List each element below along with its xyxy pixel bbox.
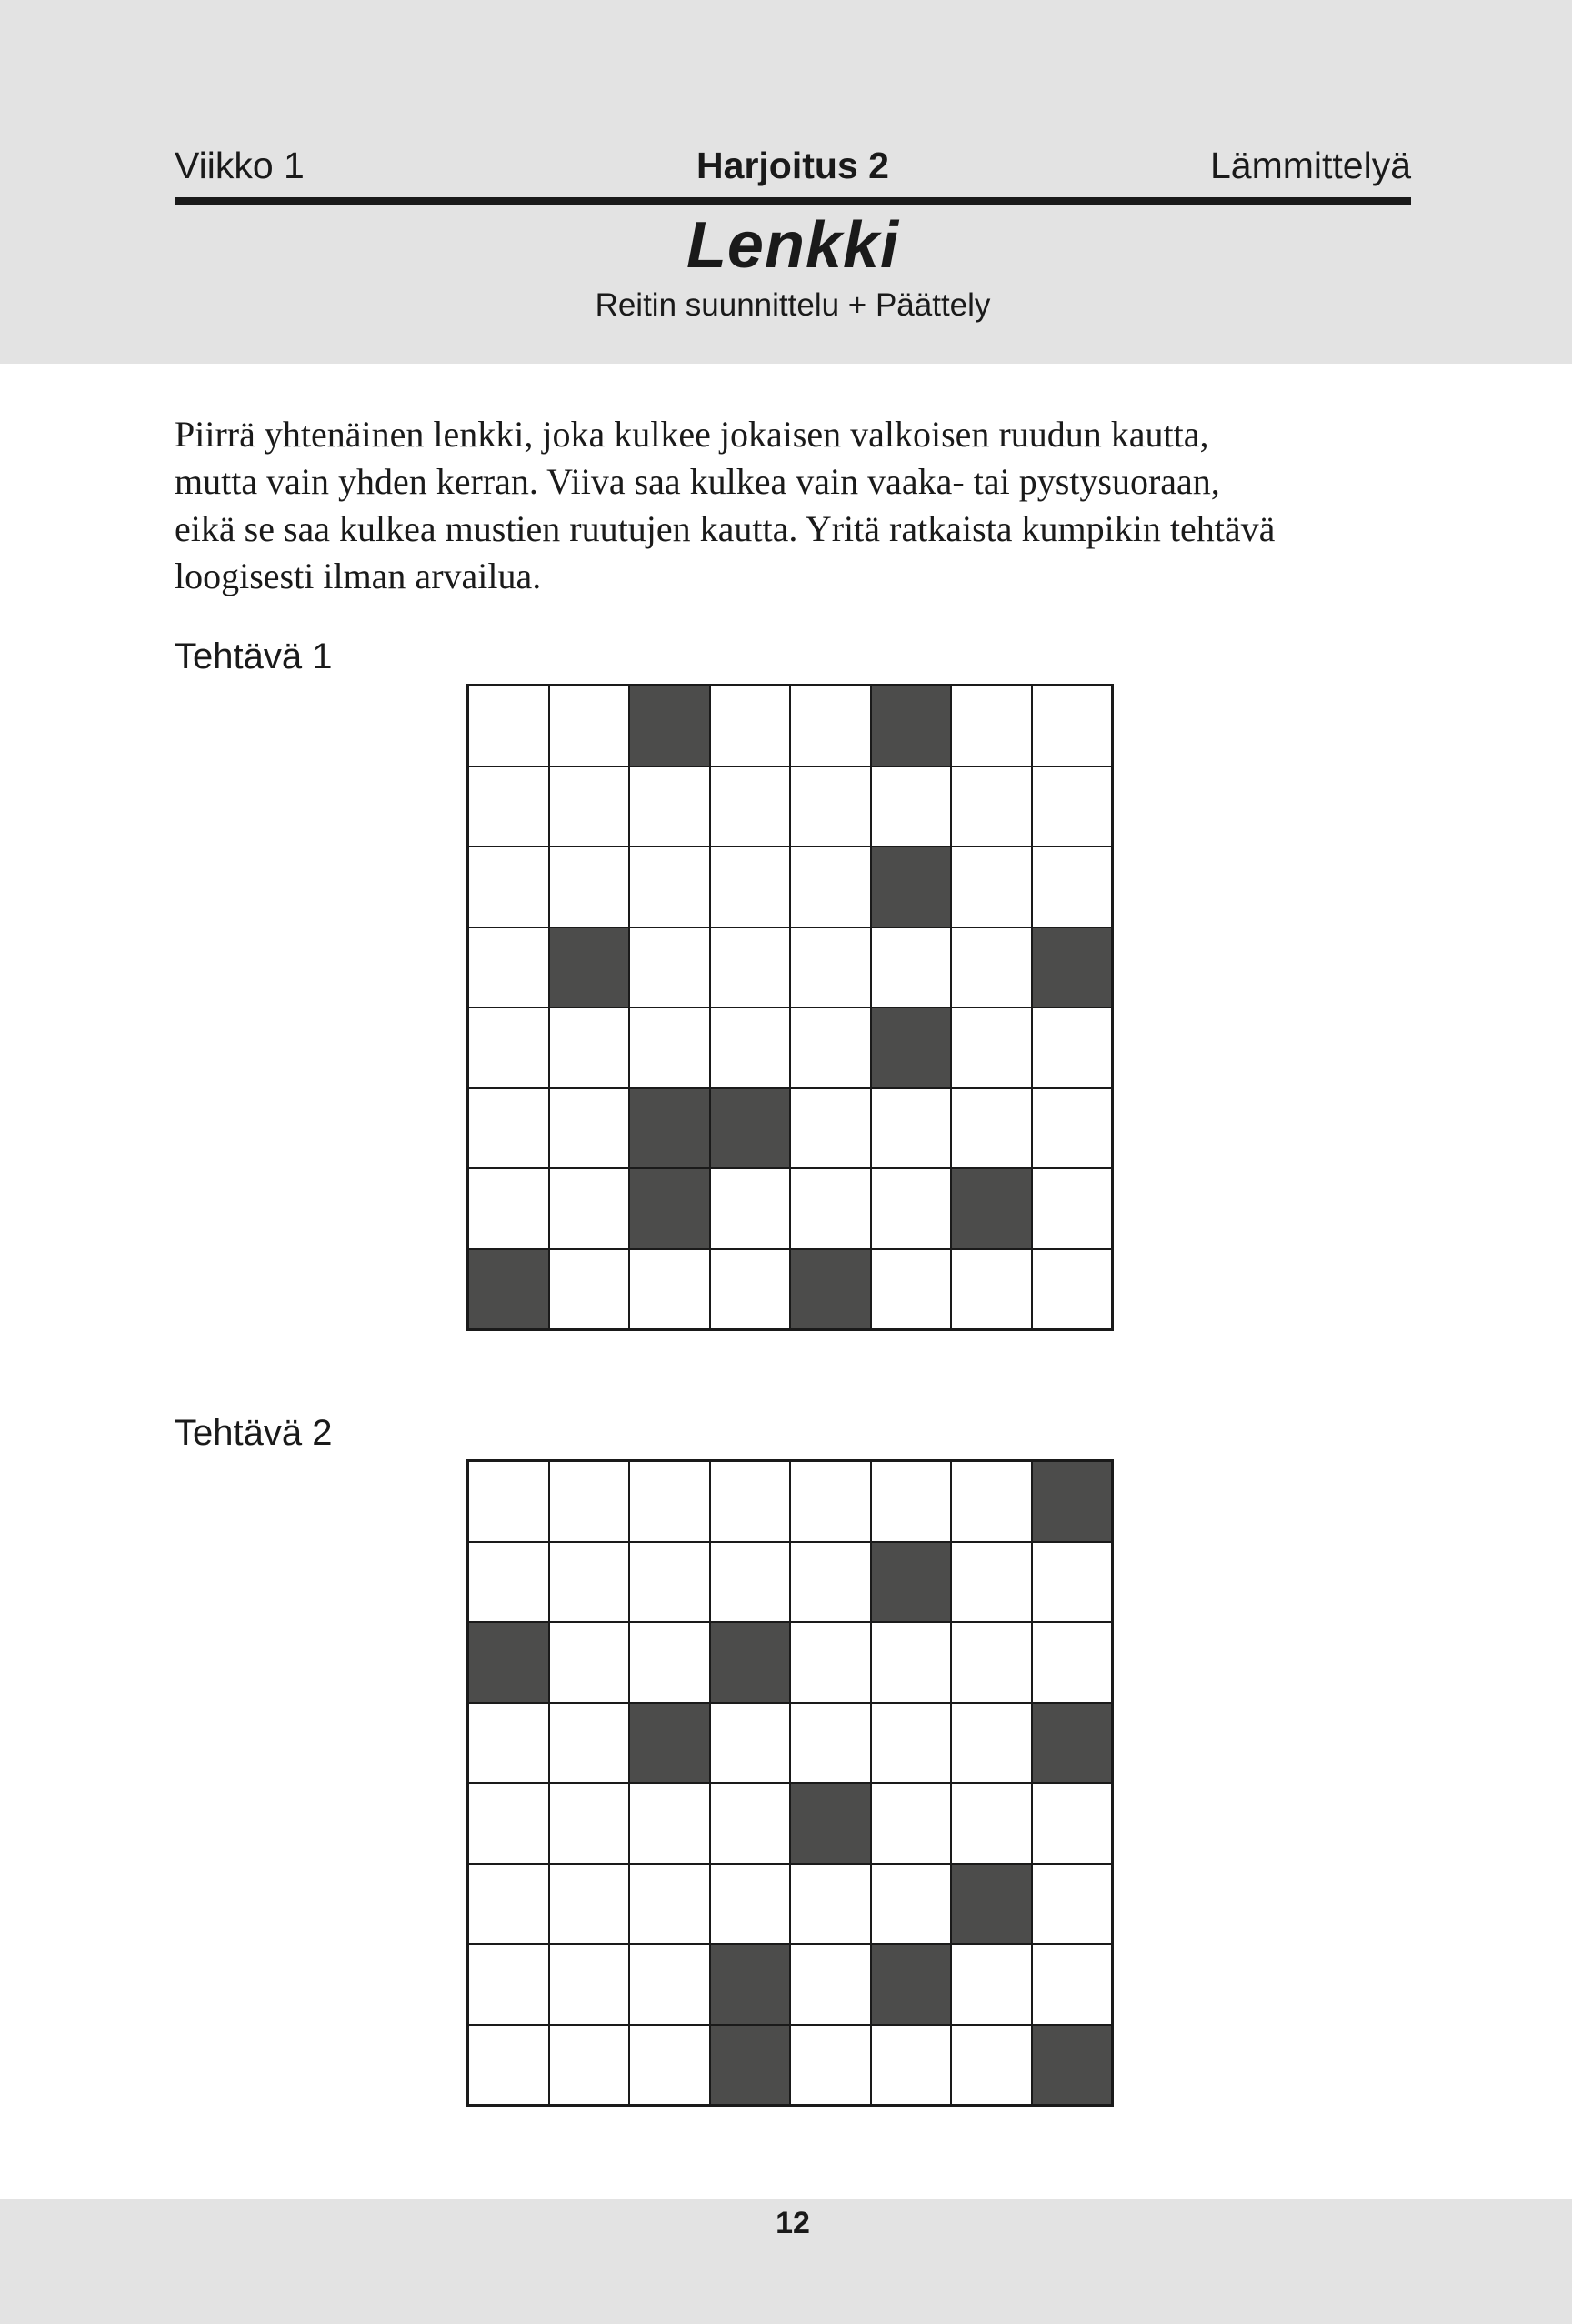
grid-cell-white [791,1089,870,1168]
grid-cell-white [952,1089,1031,1168]
grid-cell-black [630,1704,709,1783]
grid-cell-white [1033,686,1112,766]
instructions-line: mutta vain yhden kerran. Viiva saa kulkea vain vaaka- tai pystysuoraan, [175,461,1220,502]
grid-cell-white [630,1008,709,1087]
grid-cell-black [1033,2026,1112,2105]
grid-cell-white [469,1008,548,1087]
grid-cell-black [872,847,951,927]
grid-cell-white [1033,847,1112,927]
grid-cell-white [469,1543,548,1622]
grid-cell-white [550,1865,629,1944]
grid-cell-white [1033,1865,1112,1944]
instructions-line: eikä se saa kulkea mustien ruutujen kautta. Yritä ratkaista kumpikin tehtävä [175,508,1276,549]
grid-cell-black [952,1865,1031,1944]
instructions-line: loogisesti ilman arvailua. [175,556,542,596]
page-title: Lenkki [686,209,900,282]
grid-cell-white [1033,1008,1112,1087]
grid-cell-white [711,1250,790,1329]
grid-cell-white [872,767,951,846]
grid-cell-white [1033,1945,1112,2024]
task-2-label: Tehtävä 2 [175,1413,333,1453]
grid-cell-black [711,1089,790,1168]
grid-cell-black [872,1543,951,1622]
grid-cell-white [630,1865,709,1944]
grid-cell-white [550,1250,629,1329]
grid-cell-white [952,847,1031,927]
grid-cell-white [711,1169,790,1248]
page-number: 12 [776,2206,810,2240]
grid-cell-white [952,1784,1031,1863]
grid-cell-white [469,928,548,1007]
grid-cell-black [1033,928,1112,1007]
grid-cell-white [711,1704,790,1783]
grid-cell-white [630,1462,709,1541]
grid-cell-white [791,1945,870,2024]
grid-cell-white [791,1169,870,1248]
grid-cell-white [791,2026,870,2105]
grid-cell-white [711,767,790,846]
task-1-label: Tehtävä 1 [175,636,333,676]
puzzle-grid-2 [466,1459,1114,2107]
grid-cell-white [952,1462,1031,1541]
grid-cell-white [872,1623,951,1702]
grid-cell-white [791,1704,870,1783]
grid-cell-white [711,928,790,1007]
instructions-text [175,411,1447,600]
grid-cell-black [630,1169,709,1248]
grid-cell-black [872,1945,951,2024]
grid-cell-white [872,1462,951,1541]
grid-cell-white [550,1543,629,1622]
grid-cell-white [952,2026,1031,2105]
grid-cell-white [550,1945,629,2024]
grid-cell-black [550,928,629,1007]
grid-cell-black [1033,1704,1112,1783]
grid-cell-white [872,1865,951,1944]
category-label: Lämmittelyä [1209,145,1411,186]
puzzle-grid-1 [466,684,1114,1331]
grid-cell-white [872,1169,951,1248]
grid-cell-white [791,686,870,766]
grid-cell-white [952,928,1031,1007]
grid-cell-white [630,1250,709,1329]
grid-cell-white [711,1008,790,1087]
grid-cell-white [872,2026,951,2105]
grid-cell-black [469,1250,548,1329]
grid-cell-white [630,1543,709,1622]
grid-cell-white [872,1784,951,1863]
grid-cell-white [711,1784,790,1863]
grid-cell-black [469,1623,548,1702]
grid-cell-white [1033,1623,1112,1702]
grid-cell-white [872,1250,951,1329]
grid-cell-black [952,1169,1031,1248]
grid-cell-white [791,847,870,927]
grid-cell-white [711,847,790,927]
grid-cell-white [791,928,870,1007]
grid-cell-white [872,928,951,1007]
grid-cell-white [711,1462,790,1541]
grid-cell-white [630,767,709,846]
grid-cell-white [952,1623,1031,1702]
grid-cell-white [952,1945,1031,2024]
instructions-line: Piirrä yhtenäinen lenkki, joka kulkee jokaisen valkoisen ruudun kautta, [175,414,1209,455]
grid-cell-white [791,1623,870,1702]
grid-cell-white [1033,1784,1112,1863]
grid-cell-white [469,1865,548,1944]
grid-cell-black [630,686,709,766]
grid-cell-white [872,1704,951,1783]
grid-cell-black [872,1008,951,1087]
grid-cell-white [630,2026,709,2105]
grid-cell-white [791,1462,870,1541]
grid-cell-black [630,1089,709,1168]
grid-cell-white [630,1945,709,2024]
grid-cell-white [1033,767,1112,846]
grid-cell-white [550,847,629,927]
grid-cell-white [872,1089,951,1168]
grid-cell-white [469,1784,548,1863]
page-subtitle: Reitin suunnittelu + Päättely [595,287,991,323]
grid-cell-black [711,2026,790,2105]
exercise-label: Harjoitus 2 [696,145,889,186]
grid-cell-white [1033,1250,1112,1329]
grid-cell-white [550,1462,629,1541]
grid-cell-white [469,686,548,766]
grid-cell-white [1033,1543,1112,1622]
grid-cell-white [630,1784,709,1863]
grid-cell-white [550,1623,629,1702]
grid-cell-white [550,767,629,846]
grid-cell-black [711,1623,790,1702]
grid-cell-white [469,2026,548,2105]
grid-cell-white [550,1089,629,1168]
grid-cell-white [791,767,870,846]
grid-cell-black [791,1784,870,1863]
grid-cell-white [469,1169,548,1248]
grid-cell-white [469,1462,548,1541]
grid-cell-white [952,1543,1031,1622]
grid-cell-white [711,686,790,766]
grid-cell-white [469,847,548,927]
grid-cell-white [469,1089,548,1168]
grid-cell-white [550,1784,629,1863]
grid-cell-white [630,1623,709,1702]
grid-cell-black [711,1945,790,2024]
grid-cell-white [711,1543,790,1622]
grid-cell-white [952,686,1031,766]
grid-cell-black [1033,1462,1112,1541]
week-label: Viikko 1 [175,145,305,186]
grid-cell-white [550,1169,629,1248]
grid-cell-white [791,1865,870,1944]
grid-cell-white [630,847,709,927]
grid-cell-white [952,1008,1031,1087]
grid-cell-white [550,686,629,766]
grid-cell-white [952,1704,1031,1783]
grid-cell-white [550,1008,629,1087]
grid-cell-white [469,1945,548,2024]
grid-cell-white [630,928,709,1007]
grid-cell-black [791,1250,870,1329]
grid-cell-white [469,1704,548,1783]
grid-cell-white [711,1865,790,1944]
grid-cell-black [872,686,951,766]
grid-cell-white [1033,1169,1112,1248]
grid-cell-white [469,767,548,846]
grid-cell-white [952,1250,1031,1329]
grid-cell-white [550,2026,629,2105]
grid-cell-white [1033,1089,1112,1168]
grid-cell-white [952,767,1031,846]
grid-cell-white [791,1543,870,1622]
grid-cell-white [550,1704,629,1783]
grid-cell-white [791,1008,870,1087]
